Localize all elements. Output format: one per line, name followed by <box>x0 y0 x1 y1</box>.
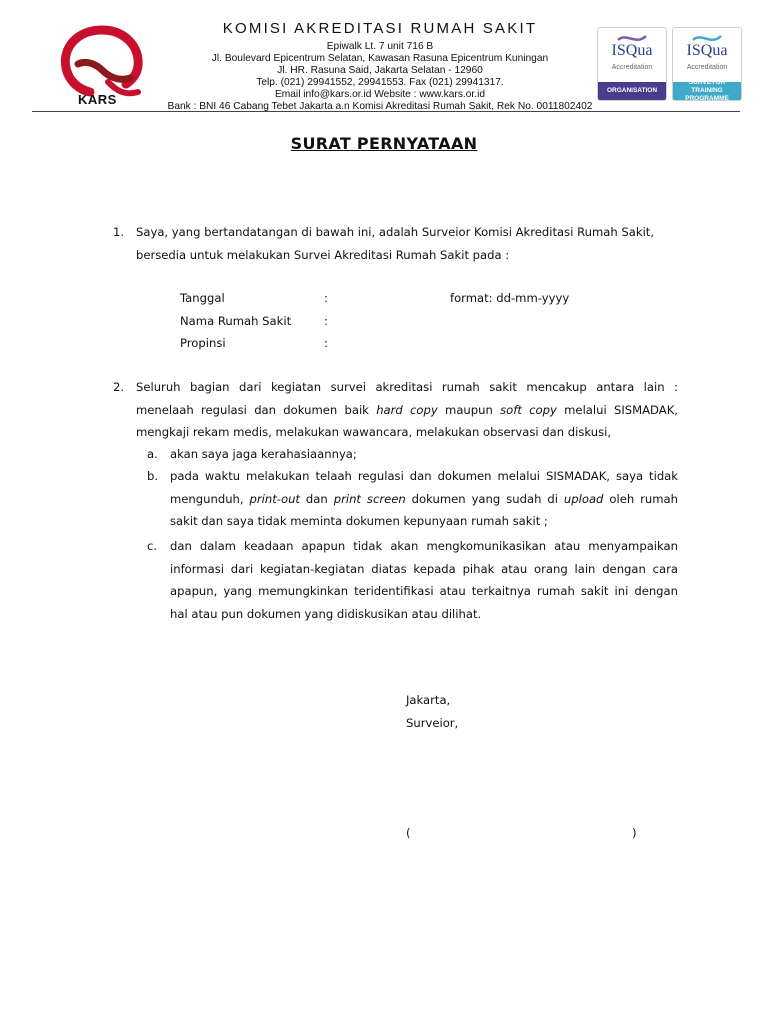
field-label-tanggal: Tanggal <box>180 291 225 305</box>
signature-close-paren: ) <box>632 826 637 840</box>
address-line-3: Jl. HR. Rasuna Said, Jakarta Selatan - 12960 <box>277 65 483 76</box>
sub-item-b-line-1: pada waktu melakukan telaah regulasi dan dokumen melalui SISMADAK, saya tidak <box>170 469 678 483</box>
item-1-number: 1. <box>113 225 125 239</box>
field-value-tanggal: format: dd-mm-yyyy <box>450 291 570 305</box>
sub-item-b-line-3: sakit dan saya tidak meminta dokumen kepunyaan rumah sakit ; <box>170 514 548 528</box>
badge-brand: ISQua <box>611 42 653 59</box>
sub-item-b-line-2: mengunduh, print-out dan print screen dokumen yang sudah di upload oleh rumah <box>170 491 679 506</box>
item-2-line-2: menelaah regulasi dan dokumen baik hard copy maupun soft copy melalui SISMADAK, <box>136 402 678 417</box>
item-1-text <box>136 221 678 266</box>
item-1-line-1: Saya, yang bertandatangan di bawah ini, adalah Surveior Komisi Akreditasi Rumah Sakit, <box>136 225 655 239</box>
logo-text: KARS <box>78 92 117 107</box>
sub-item-c-letter: c. <box>147 539 158 553</box>
badge-band: ORGANISATION <box>598 82 666 100</box>
address-line-1: Epiwalk Lt. 7 unit 716 B <box>326 41 434 52</box>
field-colon: : <box>324 314 328 328</box>
isqua-surveyor-badge <box>672 27 742 101</box>
sub-item-c-text <box>170 535 678 625</box>
signature-city: Jakarta, <box>406 693 451 707</box>
sub-item-c-line-2: informasi dari kegiatan-kegiatan diatas kepada pihak atau orang lain dengan cara <box>170 561 678 576</box>
item-1-line-2: bersedia untuk melakukan Survei Akreditasi Rumah Sakit pada : <box>136 247 510 262</box>
badge-subtitle: Accreditation <box>611 64 653 71</box>
badge-band: SURVEYOR TRAINING PROGRAMME <box>673 82 741 100</box>
field-colon: : <box>324 336 328 350</box>
org-name: KOMISI AKREDITASI RUMAH SAKIT <box>222 20 538 37</box>
field-label-propinsi: Propinsi <box>180 336 226 350</box>
signature-role: Surveior, <box>406 716 459 730</box>
bank-line: Bank : BNI 46 Cabang Tebet Jakarta a.n Komisi Akreditasi Rumah Sakit, Rek No. 0011802402 <box>167 101 593 112</box>
field-label-nama-rumah-sakit: Nama Rumah Sakit <box>180 314 292 328</box>
item-2-line-1: Seluruh bagian dari kegiatan survei akreditasi rumah sakit mencakup antara lain : <box>136 380 678 394</box>
isqua-organisation-badge <box>597 27 667 101</box>
sub-item-b-text <box>170 465 678 533</box>
item-2-line-3: mengkaji rekam medis, melakukan wawancara, melakukan observasi dan diskusi, <box>136 425 612 439</box>
signature-open-paren: ( <box>406 826 411 840</box>
address-line-2: Jl. Boulevard Epicentrum Selatan, Kawasan Rasuna Epicentrum Kuningan <box>211 53 549 64</box>
sub-item-a-text: akan saya jaga kerahasiaannya; <box>170 447 357 461</box>
field-colon: : <box>324 291 328 305</box>
sub-item-b-letter: b. <box>147 469 159 483</box>
sub-item-a-letter: a. <box>147 447 158 461</box>
item-2-number: 2. <box>113 380 125 394</box>
sub-item-c-line-4: hal atau pun dokumen yang didiskusikan atau dilihat. <box>170 606 482 621</box>
email-line: Email info@kars.or.id Website : www.kars.or.id <box>274 89 485 100</box>
document-title: SURAT PERNYATAAN <box>290 134 478 153</box>
sub-item-c-line-1: dan dalam keadaan apapun tidak akan mengkomunikasikan atau menyampaikan <box>170 539 678 553</box>
phone-line: Telp. (021) 29941552, 29941553. Fax (021) 29941317. <box>256 77 504 88</box>
item-2-text <box>136 376 678 444</box>
sub-item-c-line-3: apapun, yang memungkinkan teridentifikasi atau terkaitnya rumah sakit ini dengan <box>170 584 678 598</box>
badge-brand: ISQua <box>686 42 728 59</box>
header-divider <box>32 111 740 112</box>
badge-subtitle: Accreditation <box>686 64 728 71</box>
